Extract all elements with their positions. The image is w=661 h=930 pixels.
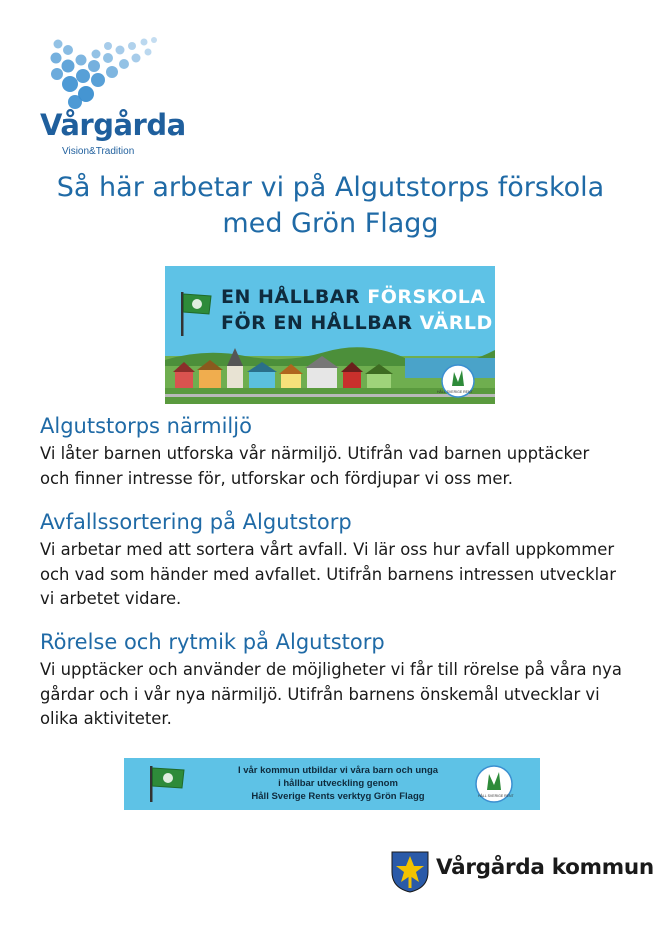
logo-tagline: Vision&Tradition — [62, 146, 135, 157]
page-title-line-2: med Grön Flagg — [222, 208, 439, 239]
section-body-rorelse — [40, 658, 630, 732]
banner-headline-line-2 — [221, 312, 493, 334]
vargarda-dots-logo-icon — [48, 36, 160, 116]
banner-headline-line-1 — [221, 286, 486, 308]
green-flag-icon — [144, 764, 188, 804]
section-line: vi arbetet vidare. — [40, 589, 182, 608]
bottom-badge-text: HÅLL SVERIGE RENT — [478, 794, 514, 798]
banner-line2-a: FÖR EN HÅLLBAR — [221, 312, 413, 334]
section-line: gårdar och i vår nya närmiljö. Utifrån barnens önskemål utvecklar vi — [40, 684, 600, 704]
page-title-line-1: Så här arbetar vi på Algutstorps förskola — [56, 172, 605, 203]
green-flag-banner — [165, 266, 495, 404]
section-heading-rorelse: Rörelse och rytmik på Algutstorp — [40, 630, 385, 654]
logo-name: Vårgårda — [40, 108, 186, 142]
bottom-banner-line-2: i hållbar utveckling genom — [278, 778, 398, 789]
section-heading-avfallssortering: Avfallssortering på Algutstorp — [40, 510, 352, 534]
banner-line1-b: FÖRSKOLA — [367, 286, 486, 308]
page-title — [40, 170, 621, 242]
coat-of-arms-icon — [390, 850, 430, 894]
bottom-banner-line-3: Håll Sverige Rents verktyg Grön Flagg — [251, 791, 425, 802]
section-line: och finner intresse för, utforskar och fördjupar vi oss mer. — [40, 468, 513, 488]
section-body-narmiljo — [40, 442, 630, 491]
section-line: Vi upptäcker och använder de möjligheter vi får till rörelse på våra nya — [40, 660, 622, 679]
bottom-banner-text — [204, 764, 472, 803]
bottom-green-flag-banner — [124, 758, 540, 810]
section-line: Vi arbetar med att sortera vårt avfall. Vi lär oss hur avfall uppkommer — [40, 540, 615, 559]
section-line: olika aktiviteter. — [40, 709, 172, 728]
footer-municipality-name: Vårgårda kommun — [436, 855, 654, 880]
hall-sverige-rent-badge-icon — [474, 764, 514, 804]
bottom-banner-line-1: I vår kommun utbildar vi våra barn och unga — [237, 765, 439, 776]
banner-badge-text: HÅLL SVERIGE RENT — [437, 390, 473, 394]
green-flag-icon — [175, 290, 215, 338]
section-heading-narmiljo: Algutstorps närmiljö — [40, 414, 252, 438]
banner-line1-a: EN HÅLLBAR — [221, 286, 361, 308]
banner-line2-b: VÄRLD — [419, 312, 493, 334]
section-line: och vad som händer med avfallet. Utifrån barnens intressen utvecklar — [40, 564, 616, 584]
section-line: Vi låter barnen utforska vår närmiljö. Utifrån vad barnen upptäcker — [40, 444, 590, 463]
section-body-avfallssortering — [40, 538, 630, 612]
